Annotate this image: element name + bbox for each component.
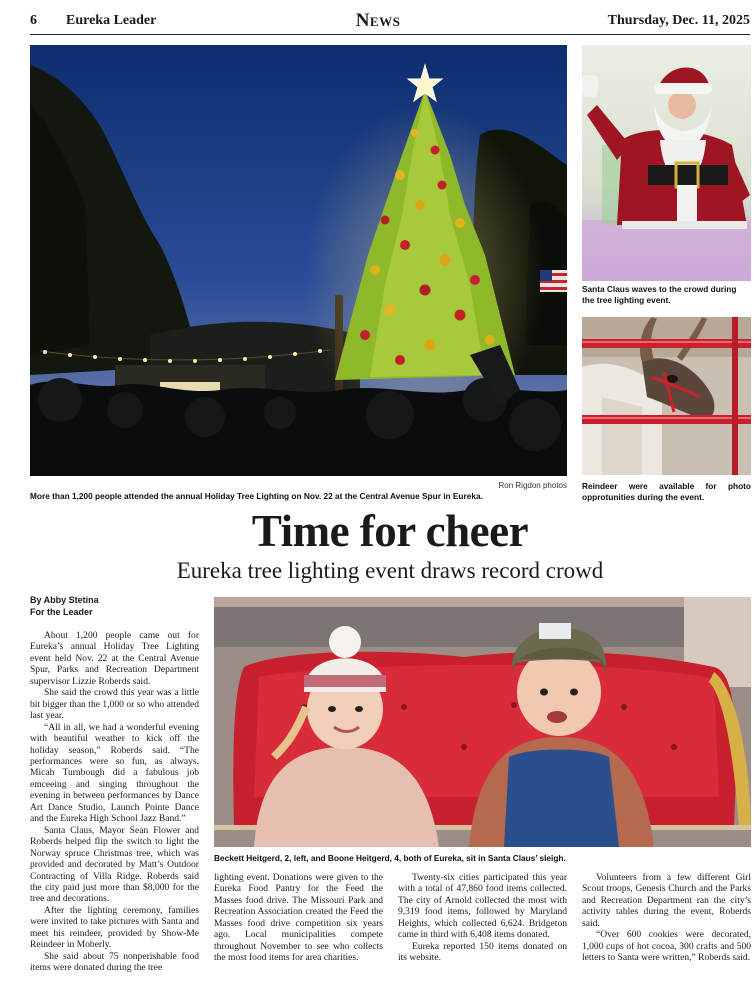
header-rule	[30, 34, 750, 35]
article-column-1	[30, 630, 199, 974]
headline: Time for cheer	[251, 506, 529, 556]
subheadline: Eureka tree lighting event draws record crowd	[176, 558, 604, 583]
paragraph: Twenty-six cities participated this year with a total of 47,860 food items collected. The city of Arnold collected the most with 9,319 food items, followed by Maryland Heights, which collected 6,624. Bridgeton came in third with 6,408 items donated.	[398, 872, 567, 941]
santa-photo-caption: Santa Claus waves to the crowd during the tree lighting event.	[582, 284, 737, 305]
article-column-3	[398, 872, 567, 964]
sleigh-photo	[214, 597, 751, 847]
newspaper-name: Eureka Leader	[66, 13, 157, 28]
paragraph: “All in all, we had a wonderful evening with beautiful weather to kick off the holiday season,” Roberds said. “The performances were so fun, as always. Micah Turnbough did a fabulous job emceeing and singing throughout the evening in between performances by Dance Art Dance Studio, Launch Pointe Dance and the Eureka High School Jazz Band.”	[30, 721, 199, 825]
paragraph: lighting event. Donations were given to the Eureka Food Pantry for the Feed the Masses food drive. The Missouri Park and Recreation Association created the Feed the Masses food drive competition six years ago. Local municipalities compete throughout November to see who collects the most food items for area charities.	[214, 872, 383, 964]
paragraph: After the lighting ceremony, families were invited to take pictures with Santa and meet his reindeer, provided by Show-Me Reindeer in Moberly.	[30, 904, 199, 951]
paragraph: Volunteers from a few different Girl Scout troops, Genesis Church and the Parks and Recreation Department ran the city’s activity tables during the event, Roberds said.	[582, 872, 751, 929]
byline-org: For the Leader	[30, 606, 93, 617]
photo-credit: Ron Rigdon photos	[498, 481, 567, 490]
byline	[30, 595, 200, 618]
tree-lighting-photo	[30, 45, 567, 476]
sleigh-photo-caption: Beckett Heitgerd, 2, left, and Boone Heitgerd, 4, both of Eureka, sit in Santa Claus’ sleigh.	[214, 853, 566, 863]
paragraph: “Over 600 cookies were decorated, 1,000 cups of hot cocoa, 300 crafts and 500 letters to Santa were written,” Roberds said.	[582, 929, 751, 964]
issue-date: Thursday, Dec. 11, 2025	[607, 13, 750, 28]
paragraph: She said about 75 nonperishable food items were donated during the tree	[30, 950, 199, 974]
paragraph: About 1,200 people came out for Eureka’s annual Holiday Tree Lighting event held Nov. 22 at the Central Avenue Spur, Parks and Recreation Department supervisor Lizzie Roberds said.	[30, 630, 199, 687]
reindeer-photo-caption: Reindeer were available for photo opprotunities during the event.	[582, 481, 751, 502]
paragraph: Eureka reported 150 items donated on its website.	[398, 940, 567, 964]
reindeer-photo	[582, 317, 751, 475]
article-column-2	[214, 872, 383, 964]
paragraph: Santa Claus, Mayor Sean Flower and Roberds helped flip the switch to light the Norway spruce Christmas tree, which was provided and decorated by Matt’s Outdoor Contracting of Villa Ridge. Roberds said the city paid just more than $8,000 for the tree and decorations.	[30, 824, 199, 905]
byline-name: By Abby Stetina	[30, 595, 99, 605]
santa-photo	[582, 45, 751, 281]
page-number: 6	[30, 13, 37, 28]
paragraph: She said the crowd this year was a little bit bigger than the 1,000 or so who attended last year.	[30, 687, 199, 722]
section-title: News	[355, 10, 401, 31]
article-column-4	[582, 872, 751, 964]
main-photo-caption: More than 1,200 people attended the annual Holiday Tree Lighting on Nov. 22 at the Central Avenue Spur in Eureka.	[30, 491, 483, 501]
